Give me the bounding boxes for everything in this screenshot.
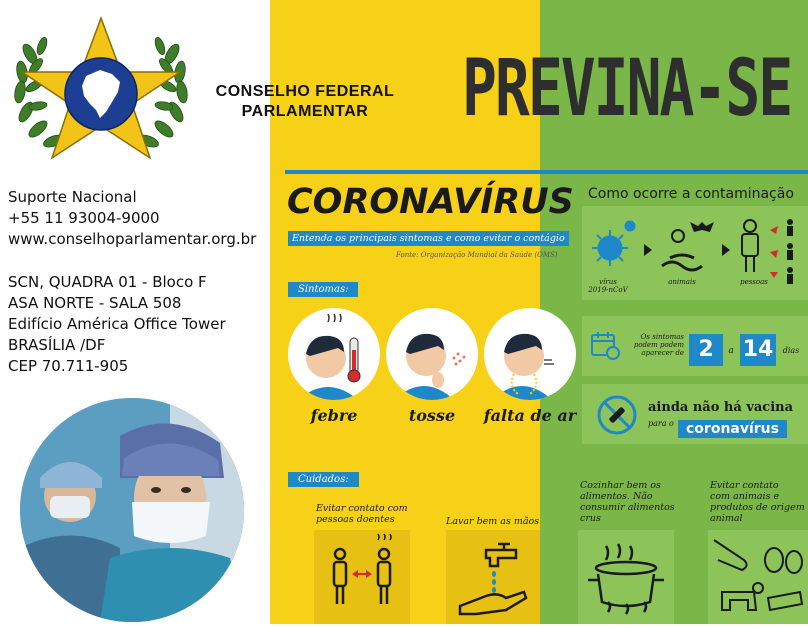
symptom-fever-label: febre [310, 406, 358, 425]
care-text-line: alimentos. Não [580, 491, 653, 502]
people-label: pessoas [740, 278, 768, 286]
incubation-text-line: podem podem [633, 341, 684, 349]
care-item-2-box [446, 530, 540, 624]
cooking-pot-icon [578, 530, 674, 624]
no-vaccine-icon [596, 394, 638, 440]
source-note: Fonte: Organização Mundial da Saúde (OMS) [396, 251, 558, 259]
council-emblem [8, 14, 194, 164]
emblem-icon [8, 14, 194, 164]
care-text-line: animal [710, 513, 743, 524]
vaccine-highlight: coronavírus [678, 420, 787, 438]
contact-phone: +55 11 93004-9000 [8, 209, 160, 227]
symptom-breath-label: falta de ar [483, 406, 577, 425]
breath-circle [484, 308, 576, 400]
wash-hands-icon [446, 530, 540, 624]
cough-circle [386, 308, 478, 400]
symptom-cough-label: tosse [408, 406, 456, 425]
address-block [8, 272, 278, 377]
care-item-4-text [710, 480, 808, 524]
incubation-text-line: Os sintomas [640, 333, 684, 341]
max-days-box: 14 [740, 334, 776, 366]
animals-label: animais [668, 278, 696, 286]
org-name-line1: CONSELHO FEDERAL [215, 83, 395, 100]
days-unit: dias [782, 346, 800, 355]
contamination-title: Como ocorre a contaminação [588, 186, 794, 202]
address-line: Edifício América Office Tower [8, 315, 226, 333]
fever-icon [288, 308, 380, 400]
vaccine-text: ainda não há vacina [648, 400, 794, 415]
coronavirus-title: CORONAVÍRUS [287, 182, 574, 222]
care-text-line: Cozinhar bem os [580, 480, 661, 491]
cough-icon [386, 308, 478, 400]
address-line: CEP 70.711-905 [8, 357, 129, 375]
symptoms-tag: Sintomas: [288, 282, 358, 297]
divider-line [285, 170, 808, 174]
care-text-line: consumir alimentos [580, 502, 675, 513]
care-item-1-box [314, 530, 410, 624]
address-line: ASA NORTE - SALA 508 [8, 294, 182, 312]
virus-label: vírus [599, 278, 617, 286]
care-text-line: Evitar contato [710, 480, 779, 491]
contact-website: www.conselhoparlamentar.org.br [8, 230, 257, 248]
care-item-2-text [446, 516, 546, 527]
min-days-box: 2 [689, 334, 723, 366]
infographic-subtitle: Entenda os principais sintomas e como evitar o contágio [288, 231, 569, 246]
org-name-line2: PARLAMENTAR [241, 103, 369, 120]
care-text-line: Lavar bem as mãos [446, 516, 540, 527]
care-text-line: produtos de origem [710, 502, 805, 513]
incubation-text [622, 333, 684, 357]
vaccine-para: para o [648, 419, 674, 428]
care-text-line: pessoas doentes [316, 514, 395, 525]
care-item-3-box [578, 530, 674, 624]
shortness-of-breath-icon [484, 308, 576, 400]
care-item-1-text [316, 503, 426, 525]
care-tag: Cuidados: [288, 472, 359, 487]
care-text-line: Evitar contato com [316, 503, 408, 514]
contact-block [8, 187, 278, 250]
address-line: BRASÍLIA /DF [8, 336, 106, 354]
doctors-photo [20, 398, 244, 622]
care-item-3-text [580, 480, 690, 524]
calendar-icon [590, 330, 620, 364]
animal-products-icon [708, 530, 808, 624]
fever-circle [288, 308, 380, 400]
days-connector: a [728, 346, 734, 356]
care-text-line: com animais e [710, 491, 780, 502]
surgeon-illustration-icon [20, 398, 244, 622]
avoid-sick-people-icon [314, 530, 410, 624]
care-item-4-box [708, 530, 808, 624]
contact-label: Suporte Nacional [8, 188, 137, 206]
virus-label-block [588, 278, 628, 294]
care-text-line: crus [580, 513, 601, 524]
address-line: SCN, QUADRA 01 - Bloco F [8, 273, 207, 291]
headline: PREVINA-SE [462, 42, 792, 134]
incubation-text-line: aparecer de [641, 349, 684, 357]
virus-sub-label: 2019-nCoV [588, 286, 628, 294]
organization-name [200, 82, 410, 122]
